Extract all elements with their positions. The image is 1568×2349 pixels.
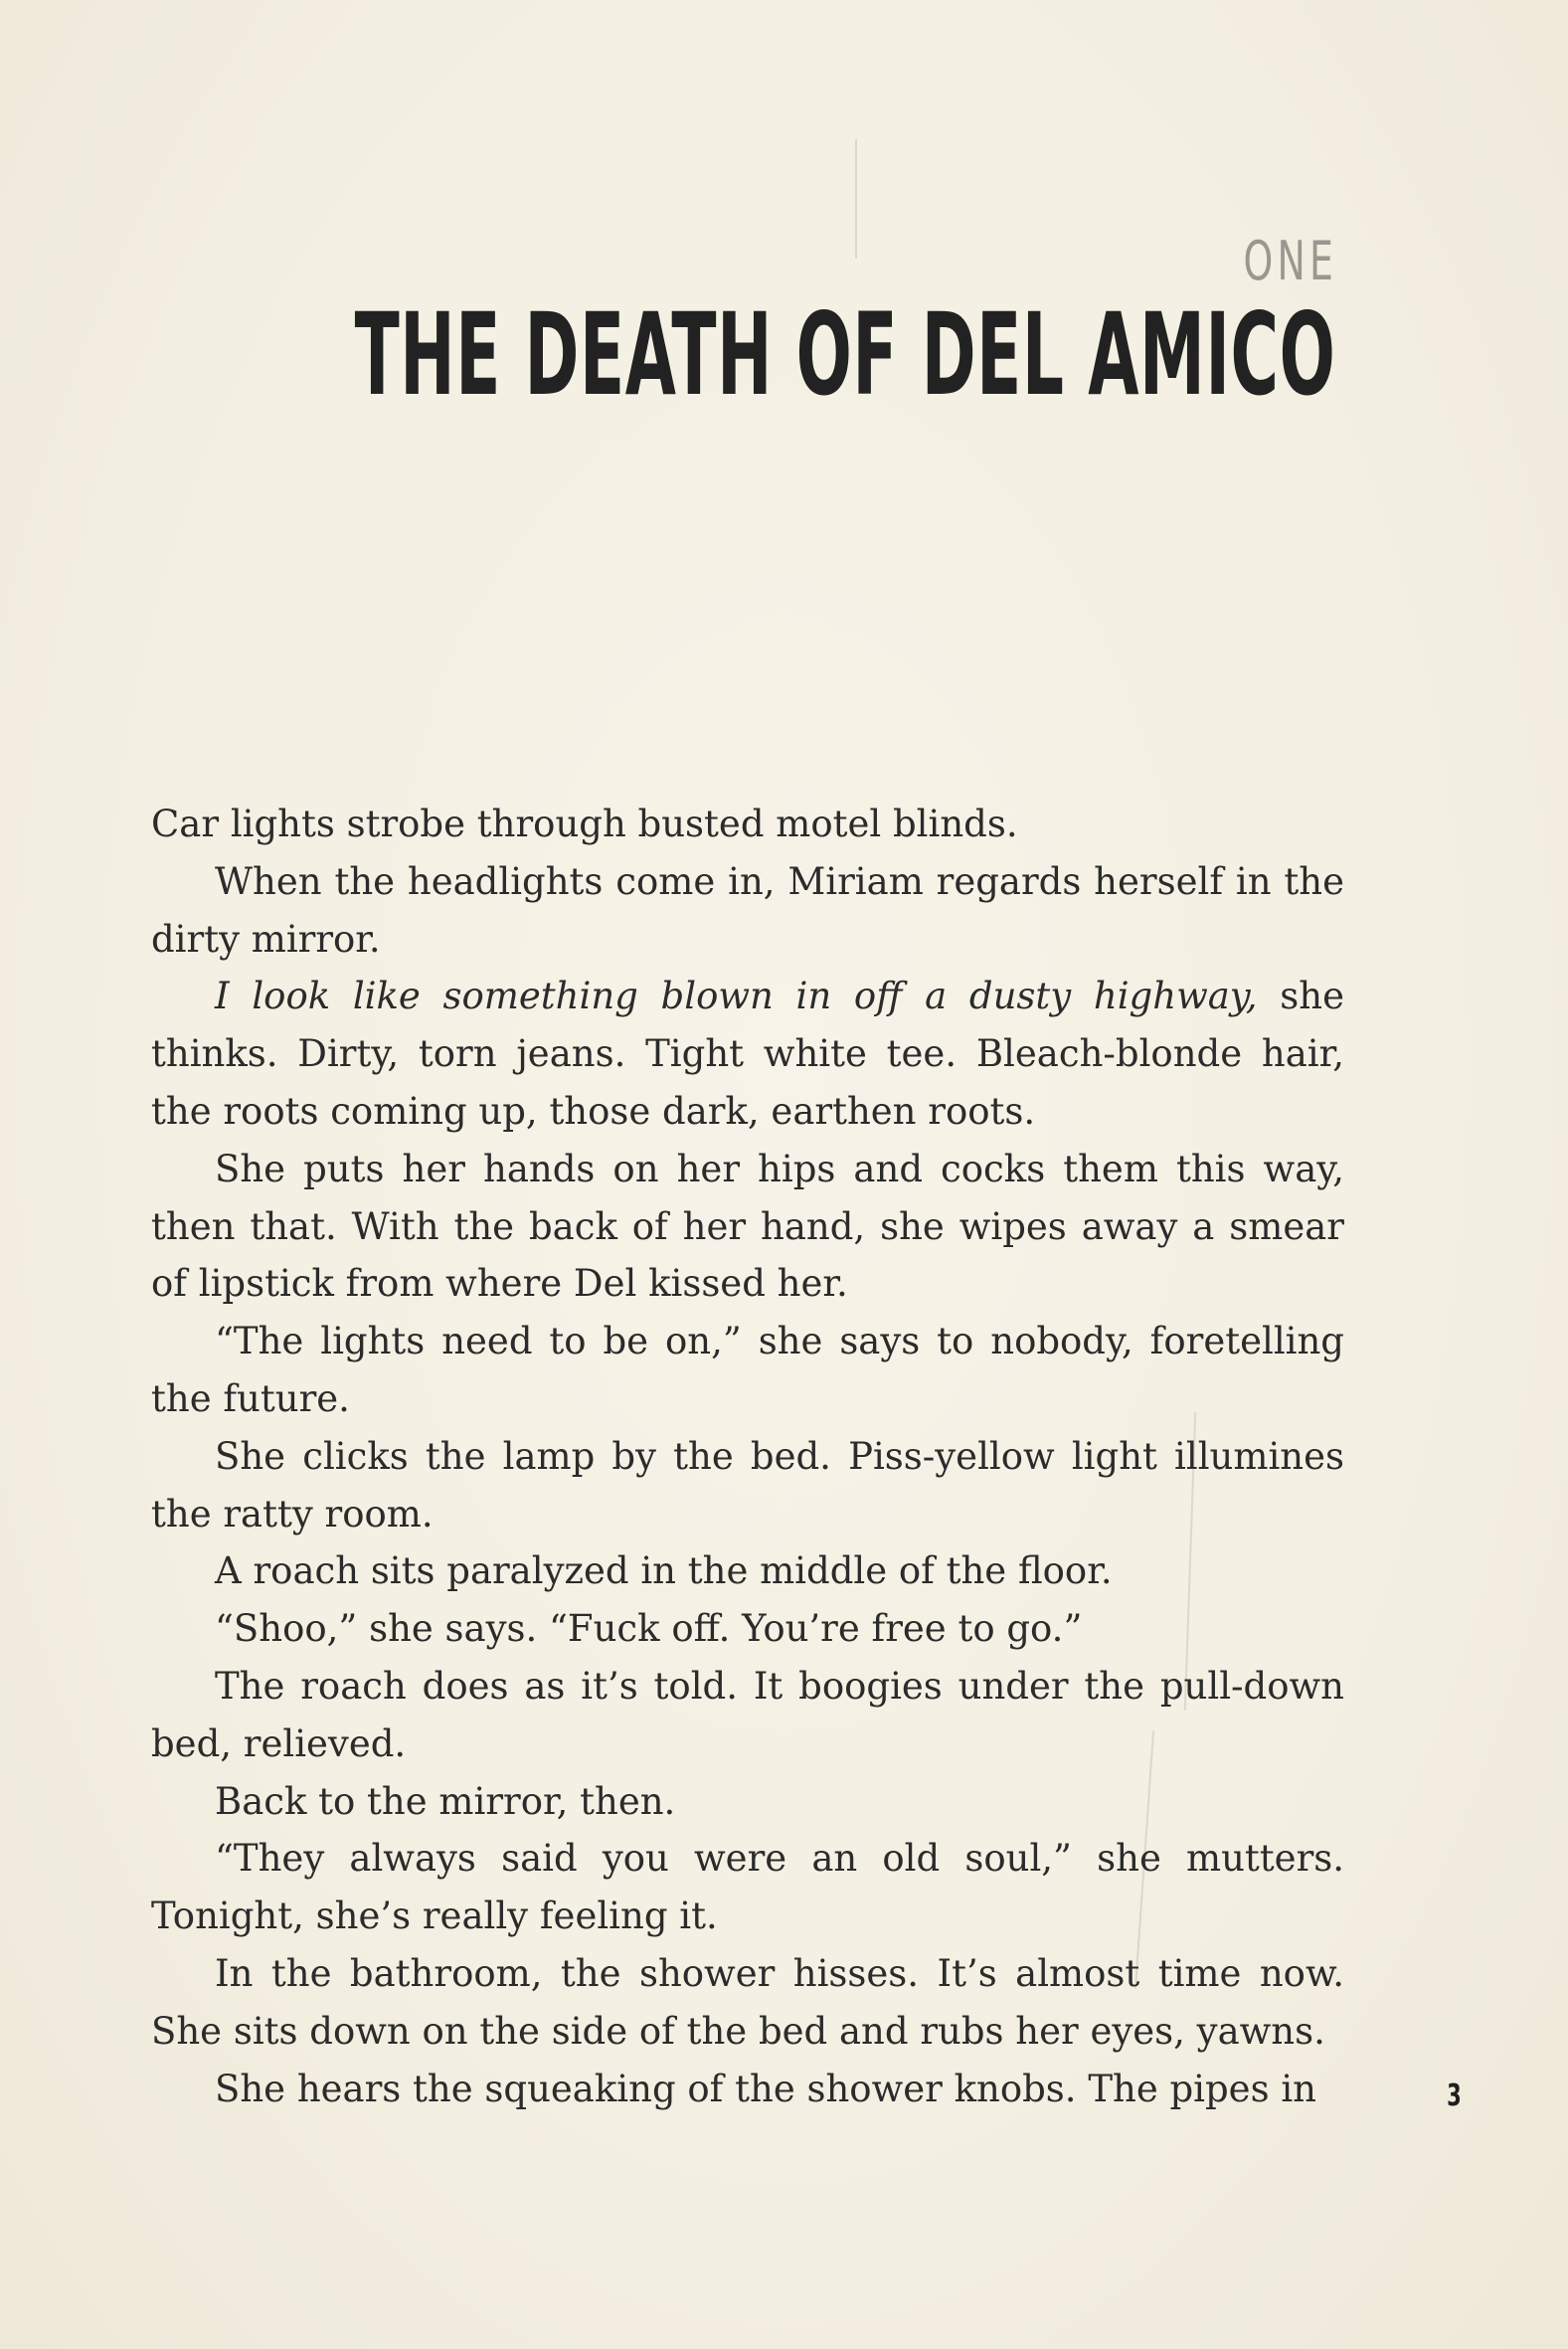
paragraph: She hears the squeaking of the shower knobs. The pipes in (215, 2067, 1316, 2110)
paragraph: “Shoo,” she says. “Fuck off. You’re free to go.” (215, 1607, 1083, 1651)
paragraph: I look like something blown in off a dusty highway, she thinks. Dirty, torn jeans. Tight white tee. Bleach-blonde hair, the roots coming up, those dark, earthen roots. (151, 975, 1344, 1133)
paper-crease (855, 139, 857, 259)
body-text (151, 796, 1344, 2117)
paragraph: Car lights strobe through busted motel blinds. (151, 803, 1018, 845)
paragraph: When the headlights come in, Miriam regards herself in the dirty mirror. (151, 859, 1344, 961)
paragraph: The roach does as it’s told. It boogies under the pull-down bed, relieved. (151, 1664, 1344, 1765)
page-number: 3 (1447, 2078, 1462, 2113)
paragraph: She puts her hands on her hips and cocks them this way, then that. With the back of her hand, she wipes away a smear of lipstick from where Del kissed her. (151, 1147, 1344, 1306)
paragraph: A roach sits paralyzed in the middle of the floor. (215, 1549, 1113, 1593)
chapter-number: ONE (1243, 230, 1337, 292)
paragraph: She clicks the lamp by the bed. Piss-yellow light illumines the ratty room. (151, 1434, 1344, 1536)
italic-thought: I look like something blown in off a dusty highway, (215, 975, 1258, 1018)
paragraph: Back to the mirror, then. (215, 1779, 676, 1823)
paragraph: “They always said you were an old soul,” she mutters. Tonight, she’s really feeling it. (151, 1837, 1344, 1938)
chapter-title: THE DEATH OF DEL AMICO (354, 288, 1335, 421)
paragraph: “The lights need to be on,” she says to nobody, foretelling the future. (151, 1320, 1344, 1420)
paragraph: In the bathroom, the shower hisses. It’s almost time now. She sits down on the side of the bed and rubs her eyes, yawns. (151, 1951, 1344, 2053)
